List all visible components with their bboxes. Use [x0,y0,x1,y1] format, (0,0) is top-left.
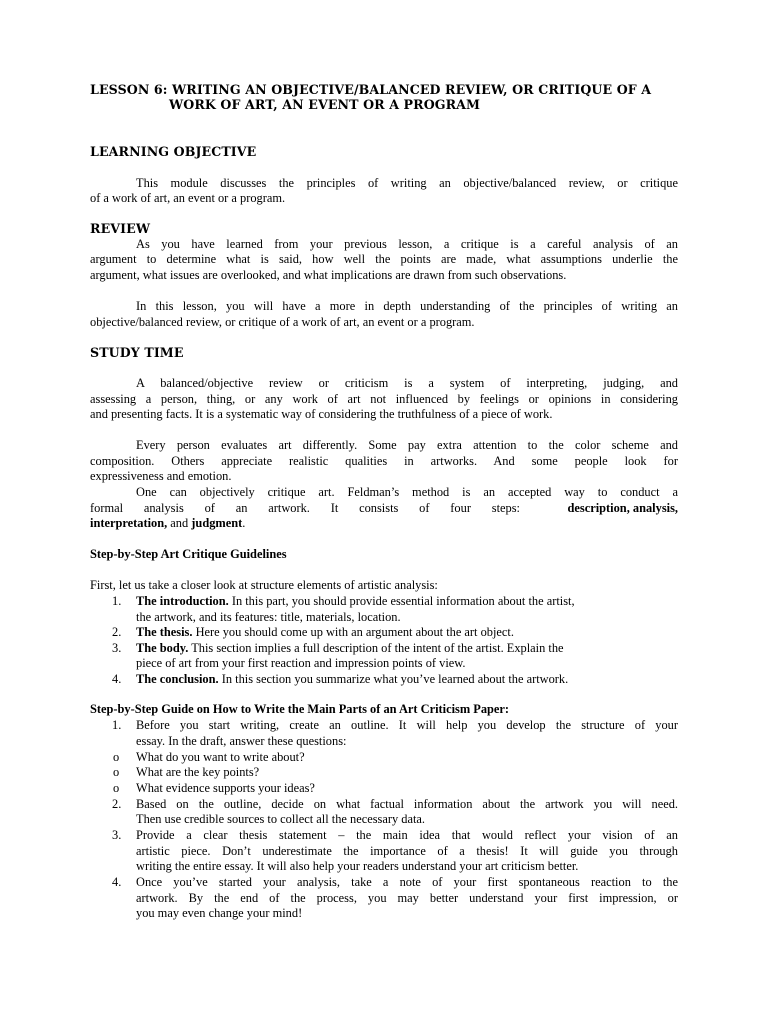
guideline-4-line-1 [136,672,678,687]
guideline-2-text: Here you should come up with an argument about the art object. [192,625,514,639]
review-text-line-4: In this lesson, you will have a more in depth understanding of the principles of writing an [136,299,678,313]
guide-3-line-1: Provide a clear thesis statement – the main idea that would reflect your vision of an [136,828,678,842]
study-text-line-8-bold: description, analysis, [567,501,678,515]
review-text-line-1: As you have learned from your previous lesson, a critique is a careful analysis of an [136,237,678,251]
guide-2-number: 2. [112,797,122,811]
guideline-3-number: 3. [112,641,122,655]
guide-3-number: 3. [112,828,122,842]
guideline-2-line-1 [136,625,678,640]
sub-bullet-1: o [113,750,120,764]
study-text-line-5: composition. Others appreciate realistic qualities in artworks. And some people look for [90,454,678,468]
study-text-line-6: expressiveness and emotion. [90,469,232,483]
guide-1-line-1: Before you start writing, create an outline. It will help you develop the structure of your [136,718,678,732]
guideline-4-title: The conclusion. [136,672,219,686]
guideline-1-line-1 [136,594,678,609]
sub-item-3: What evidence supports your ideas? [136,781,315,795]
guide-heading: Step-by-Step Guide on How to Write the Main Parts of an Art Criticism Paper: [90,702,510,716]
study-text-line-3: and presenting facts. It is a systematic way of considering the truthfulness of a piece of work. [90,407,553,421]
guideline-4-number: 4. [112,672,122,686]
guide-3-line-3: writing the entire essay. It will also help your readers understand your art criticism better. [136,859,579,873]
guidelines-heading: Step-by-Step Art Critique Guidelines [90,547,287,561]
guideline-3-line-1 [136,641,678,656]
term-period: . [242,516,246,530]
guide-1-line-2: essay. In the draft, answer these questions: [136,734,347,748]
guideline-1-title: The introduction. [136,594,229,608]
guideline-1-text: In this part, you should provide essential information about the artist, [228,594,575,608]
guide-4-number: 4. [112,875,122,889]
guide-3-line-2: artistic piece. Don’t underestimate the importance of a thesis! It will guide you through [136,844,678,858]
sub-item-2: What are the key points? [136,765,260,779]
review-heading: REVIEW [90,221,151,236]
study-text-line-1: A balanced/objective review or criticism is a system of interpreting, judging, and [136,376,678,390]
study-text-line-8-plain: formal analysis of an artwork. It consists of four steps: [90,501,520,515]
guide-1-number: 1. [112,718,122,732]
guide-4-line-3: you may even change your mind! [136,906,303,920]
review-text-line-2: argument to determine what is said, how well the points are made, what assumptions underlie the [90,252,678,266]
sub-bullet-3: o [113,781,120,795]
review-text-line-5: objective/balanced review, or critique of a work of art, an event or a program. [90,315,475,329]
term-and: and [167,516,192,530]
study-text-line-2: assessing a person, thing, or any work of art not influenced by feelings or opinions in considering [90,392,678,406]
study-text-line-7: One can objectively critique art. Feldman’s method is an accepted way to conduct a [136,485,678,499]
guideline-4-text: In this section you summarize what you’ve learned about the artwork. [218,672,569,686]
study-text-line-9 [90,516,678,531]
term-interpretation: interpretation, [90,516,168,530]
review-text-line-3: argument, what issues are overlooked, and what implications are drawn from such observations. [90,268,567,282]
guideline-3-title: The body. [136,641,189,655]
guideline-3-line-2: piece of art from your first reaction and impression points of view. [136,656,466,670]
guide-4-line-1: Once you’ve started your analysis, take a note of your first spontaneous reaction to the [136,875,678,889]
guide-4-line-2: artwork. By the end of the process, you may better understand your first impression, or [136,891,678,905]
lesson-title-line-2: WORK OF ART, AN EVENT OR A PROGRAM [169,97,481,112]
sub-item-1: What do you want to write about? [136,750,305,764]
objective-text-line-2: of a work of art, an event or a program. [90,191,286,205]
guidelines-intro: First, let us take a closer look at structure elements of artistic analysis: [90,578,438,592]
sub-bullet-2: o [113,765,120,779]
guideline-1-line-2: the artwork, and its features: title, materials, location. [136,610,401,624]
objective-text-line-1: This module discusses the principles of writing an objective/balanced review, or critique [136,176,678,190]
guideline-3-text: This section implies a full description of the intent of the artist. Explain the [188,641,564,655]
term-judgment: judgment [191,516,243,530]
learning-objective-heading: LEARNING OBJECTIVE [90,144,257,159]
lesson-title-line-1: LESSON 6: WRITING AN OBJECTIVE/BALANCED REVIEW, OR CRITIQUE OF A [90,82,652,97]
guideline-2-number: 2. [112,625,122,639]
guideline-2-title: The thesis. [136,625,193,639]
study-time-heading: STUDY TIME [90,345,184,360]
guide-2-line-1: Based on the outline, decide on what factual information about the artwork you will need. [136,797,678,811]
study-text-line-4: Every person evaluates art differently. Some pay extra attention to the color scheme and [136,438,678,452]
guide-2-line-2: Then use credible sources to collect all the necessary data. [136,812,425,826]
guideline-1-number: 1. [112,594,122,608]
